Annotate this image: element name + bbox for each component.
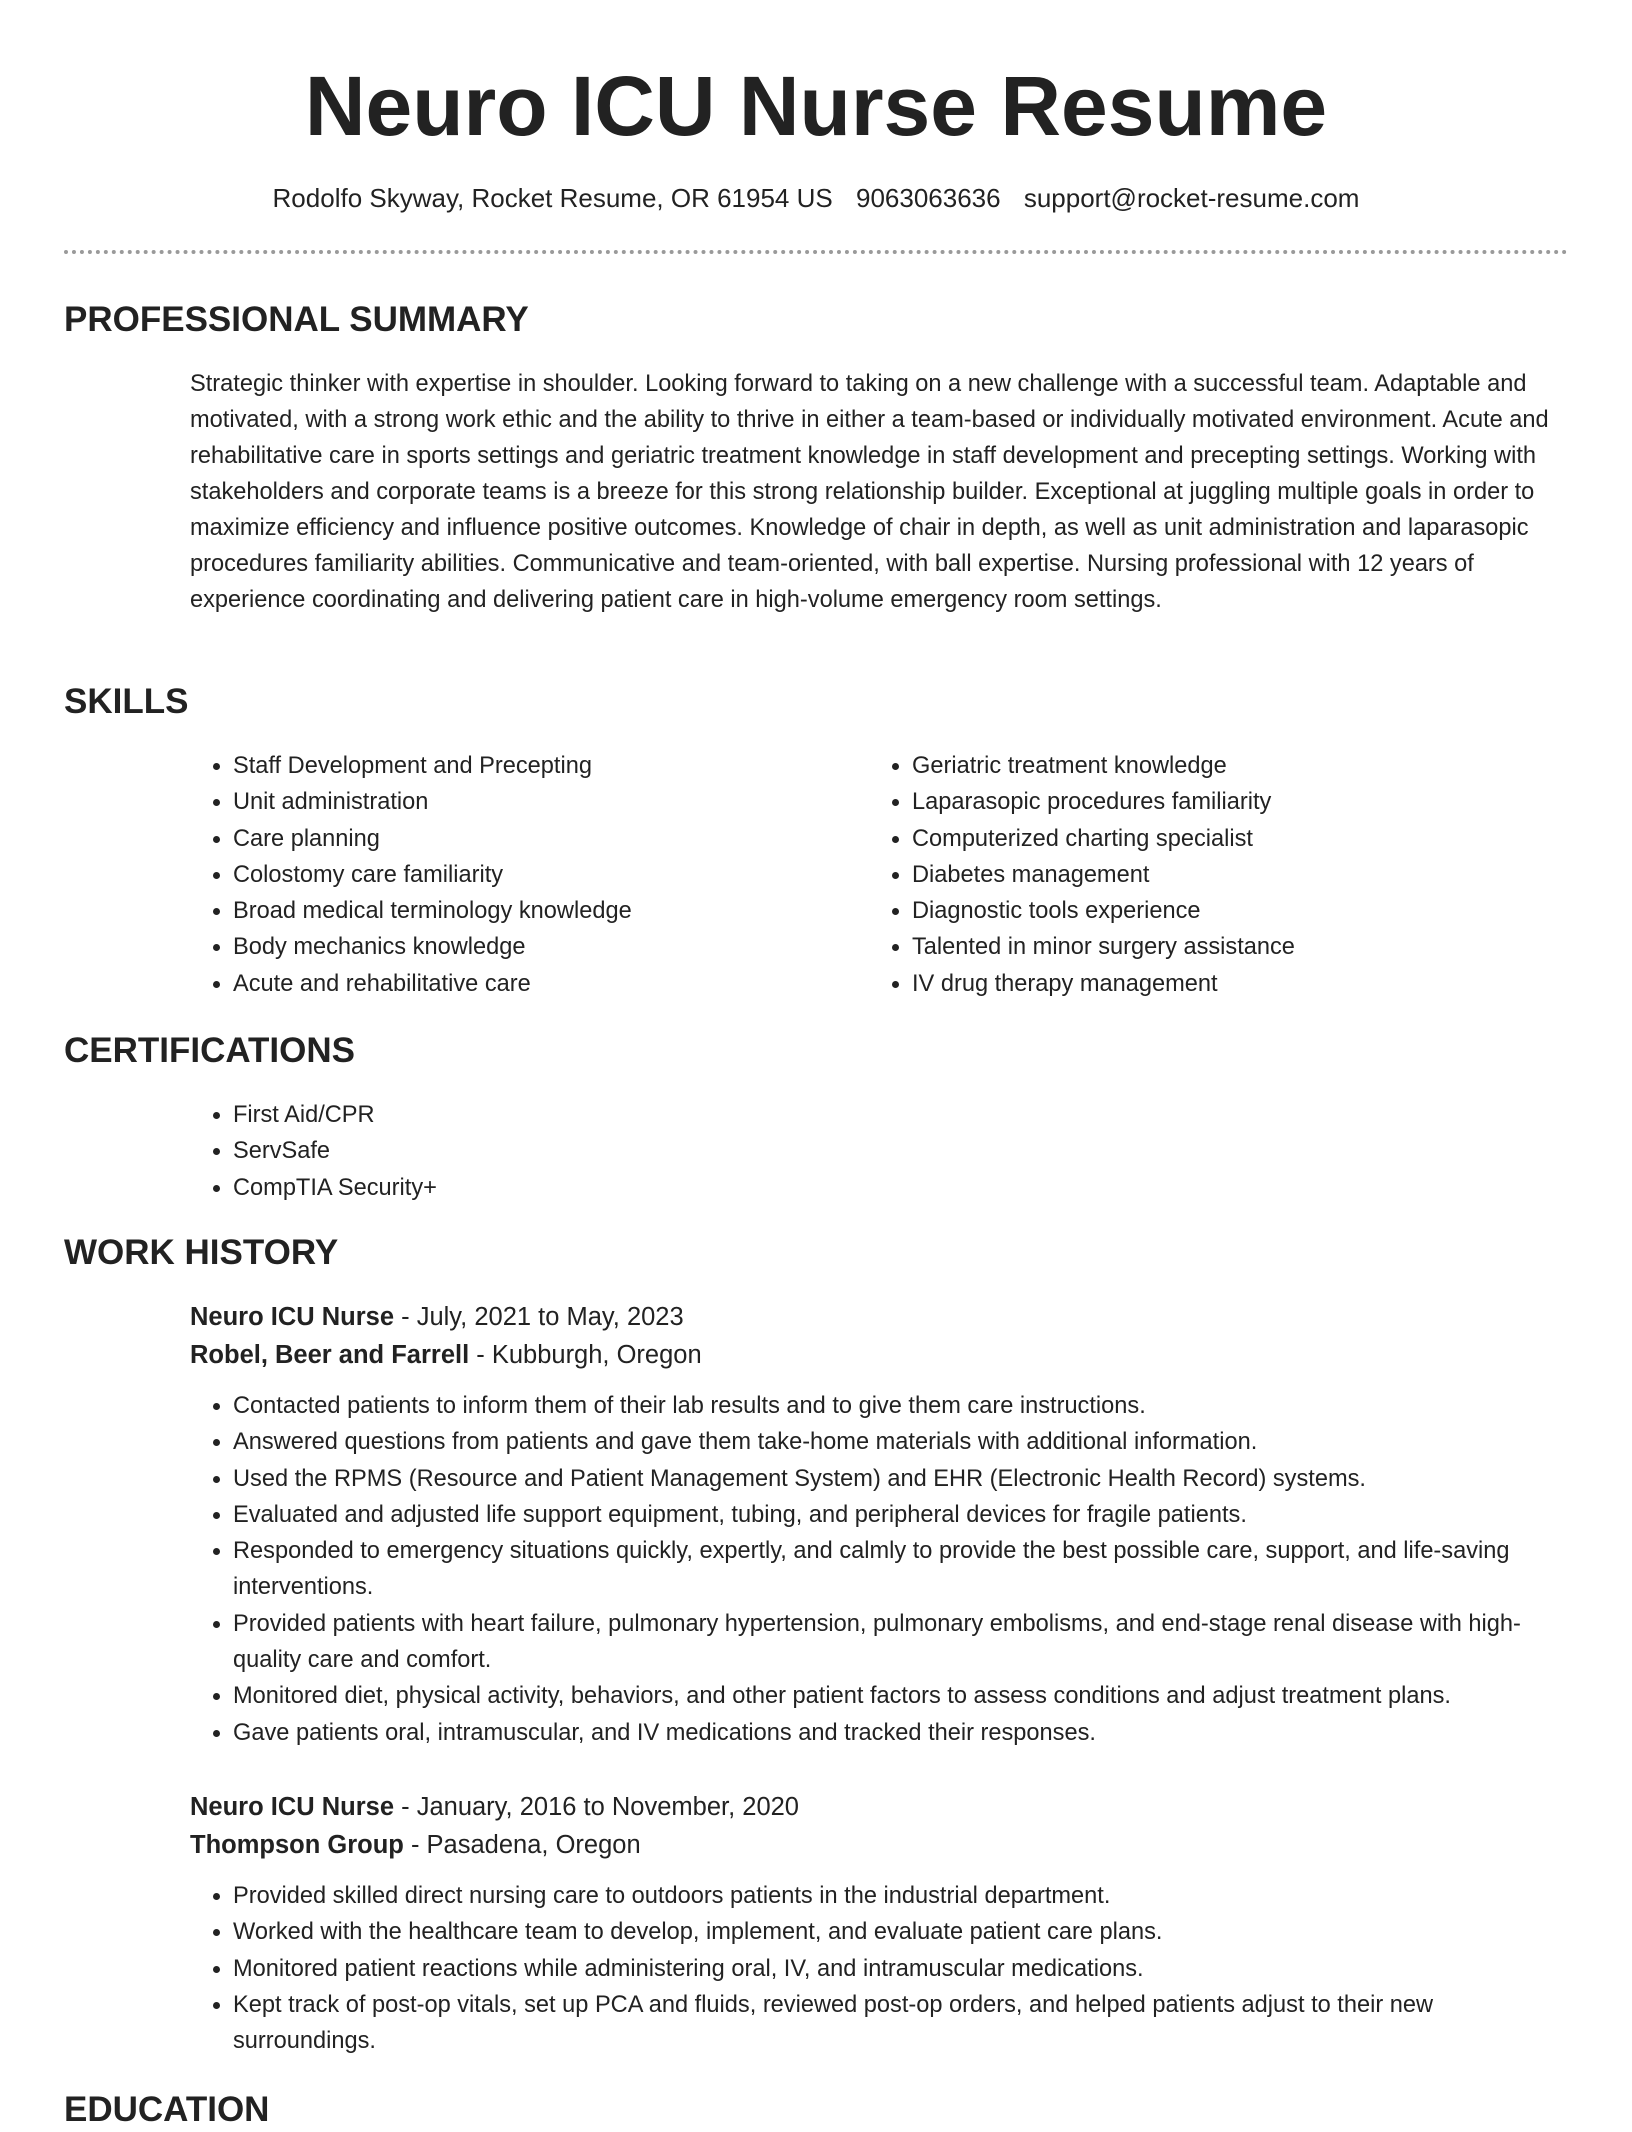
- job-entry: [190, 1298, 1570, 1751]
- skills-column-left: [190, 748, 850, 1002]
- skill-item: • Staff Development and Precepting: [233, 748, 850, 784]
- certifications-block: [190, 1097, 990, 1206]
- section-title-certifications: CERTIFICATIONS: [64, 1031, 356, 1070]
- skill-item: • Broad medical terminology knowledge: [233, 893, 850, 929]
- job-location: - Pasadena, Oregon: [403, 1831, 641, 1859]
- job-bullet: • Provided patients with heart failure, pulmonary hypertension, pulmonary embolisms, and end-stage renal disease with high-quality care and comfort.: [233, 1606, 1570, 1679]
- certification-item: • ServSafe: [233, 1133, 990, 1169]
- skill-item: • Acute and rehabilitative care: [233, 966, 850, 1002]
- job-title: Neuro ICU Nurse: [190, 1793, 395, 1821]
- job-entry: [190, 1788, 1570, 2059]
- skill-item: • Laparasopic procedures familiarity: [912, 784, 1569, 820]
- skill-item: • Body mechanics knowledge: [233, 929, 850, 965]
- job-dates: - January, 2016 to November, 2020: [394, 1793, 799, 1821]
- skill-item: • Talented in minor surgery assistance: [912, 929, 1569, 965]
- job-title: Neuro ICU Nurse: [190, 1303, 395, 1331]
- job-bullet: • Answered questions from patients and gave them take-home materials with additional information.: [233, 1424, 1570, 1460]
- skill-item: • Diagnostic tools experience: [912, 893, 1569, 929]
- job-title-line: [190, 1788, 1570, 1826]
- certification-item: • CompTIA Security+: [233, 1170, 990, 1206]
- header-divider: [64, 250, 1568, 254]
- job-bullets: [190, 1388, 1570, 1751]
- skills-list-right: [869, 748, 1569, 1002]
- job-dates: - July, 2021 to May, 2023: [394, 1303, 684, 1331]
- skills-list-left: [190, 748, 850, 1002]
- skill-item: • Computerized charting specialist: [912, 821, 1569, 857]
- skill-item: • IV drug therapy management: [912, 966, 1569, 1002]
- job-bullet: • Monitored patient reactions while administering oral, IV, and intramuscular medications.: [233, 1951, 1570, 1987]
- job-location: - Kubburgh, Oregon: [469, 1341, 702, 1369]
- job-bullet: • Evaluated and adjusted life support equipment, tubing, and peripheral devices for fragile patients.: [233, 1497, 1570, 1533]
- certifications-list: [190, 1097, 990, 1206]
- certification-item: • First Aid/CPR: [233, 1097, 990, 1133]
- contact-address: Rodolfo Skyway, Rocket Resume, OR 61954 US: [272, 183, 833, 213]
- skill-item: • Colostomy care familiarity: [233, 857, 850, 893]
- contact-email: support@rocket-resume.com: [1023, 183, 1360, 213]
- job-bullet: • Worked with the healthcare team to develop, implement, and evaluate patient care plans.: [233, 1914, 1570, 1950]
- skill-item: • Care planning: [233, 821, 850, 857]
- job-bullet: • Used the RPMS (Resource and Patient Management System) and EHR (Electronic Health Record) systems.: [233, 1461, 1570, 1497]
- job-company-line: [190, 1826, 1570, 1864]
- job-bullet: • Kept track of post-op vitals, set up PCA and fluids, reviewed post-op orders, and helped patients adjust to their new surroundings.: [233, 1987, 1570, 2060]
- job-bullet: • Responded to emergency situations quickly, expertly, and calmly to provide the best possible care, support, and life-saving interventions.: [233, 1533, 1570, 1606]
- job-bullet: • Provided skilled direct nursing care to outdoors patients in the industrial department.: [233, 1878, 1570, 1914]
- skill-item: • Geriatric treatment knowledge: [912, 748, 1569, 784]
- contact-phone: 9063063636: [855, 183, 1001, 213]
- job-company-line: [190, 1336, 1570, 1374]
- contact-line: [0, 180, 1632, 216]
- resume-title: Neuro ICU Nurse Resume: [304, 59, 1328, 153]
- section-title-skills: SKILLS: [64, 682, 189, 721]
- job-company: Robel, Beer and Farrell: [190, 1341, 470, 1369]
- section-title-education: EDUCATION: [64, 2090, 270, 2129]
- job-bullet: • Contacted patients to inform them of their lab results and to give them care instructions.: [233, 1388, 1570, 1424]
- skills-column-right: [869, 748, 1569, 1002]
- section-title-summary: PROFESSIONAL SUMMARY: [64, 300, 529, 339]
- job-bullets: [190, 1878, 1570, 2059]
- skill-item: • Unit administration: [233, 784, 850, 820]
- job-company: Thompson Group: [190, 1831, 404, 1859]
- job-bullet: • Monitored diet, physical activity, behaviors, and other patient factors to assess conditions and adjust treatment plans.: [233, 1678, 1570, 1714]
- skill-item: • Diabetes management: [912, 857, 1569, 893]
- section-title-work-history: WORK HISTORY: [64, 1233, 339, 1272]
- job-bullet: • Gave patients oral, intramuscular, and IV medications and tracked their responses.: [233, 1715, 1570, 1751]
- summary-text: Strategic thinker with expertise in shoulder. Looking forward to taking on a new challenge with a successful team. Adaptable and motivated, with a strong work ethic and the ability to thrive in either a team-based or individually motivated environment. Acute and rehabilitative care in sports settings and geriatric treatment knowledge in staff development and precepting settings. Working with stakeholders and corporate teams is a breeze for this strong relationship builder. Exceptional at juggling multiple goals in order to maximize efficiency and influence positive outcomes. Knowledge of chair in depth, as well as unit administration and laparasopic procedures familiarity abilities. Communicative and team-oriented, with ball expertise. Nursing professional with 12 years of experience coordinating and delivering patient care in high-volume emergency room settings.: [190, 371, 1549, 613]
- job-title-line: [190, 1298, 1570, 1336]
